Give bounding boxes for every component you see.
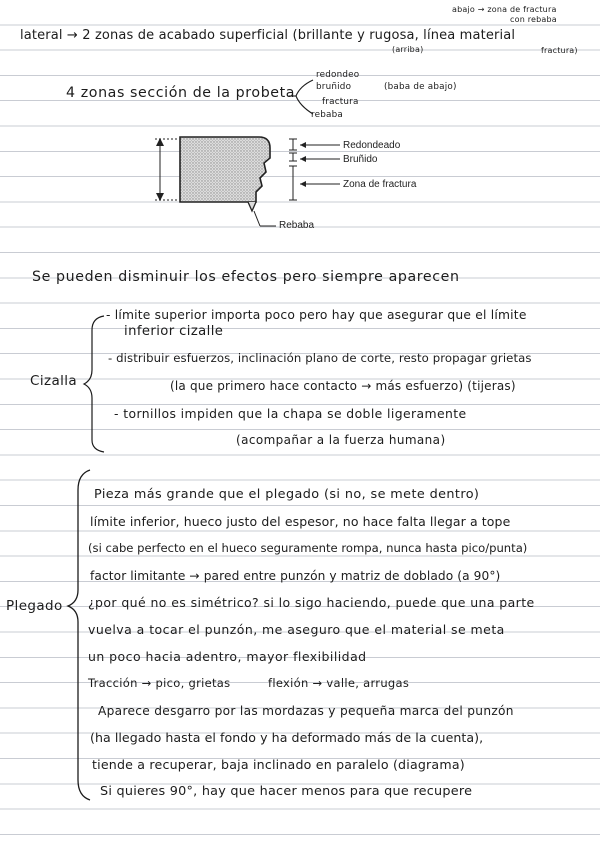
probeta-body — [180, 137, 270, 202]
lateral-line: lateral → 2 zonas de acabado superficial (brillante y rugosa, línea material — [20, 28, 516, 43]
zona-item-redondeo: redondeo — [316, 70, 360, 80]
plegado-line-11: Si quieres 90°, hay que hacer menos para que recupere — [100, 784, 473, 799]
cizalla-line-1: - límite superior importa poco pero hay que asegurar que el límite — [106, 308, 527, 322]
figure-label-rebaba: Rebaba — [279, 220, 315, 231]
plegado-line-7: un poco hacia adentro, mayor flexibilidad — [88, 649, 367, 664]
plegado-line-4: factor limitante → pared entre punzón y matriz de doblado (a 90°) — [90, 569, 501, 583]
plegado-line-10: tiende a recuperar, baja inclinado en paralelo (diagrama) — [92, 757, 465, 772]
efectos-line: Se pueden disminuir los efectos pero siempre aparecen — [32, 269, 460, 285]
cizalla-label: Cizalla — [30, 373, 78, 389]
cizalla-line-4: (la que primero hace contacto → más esfuerzo) (tijeras) — [170, 379, 516, 393]
zona-item-fractura: fractura — [322, 97, 359, 107]
cizalla-line-6: (acompañar a la fuerza humana) — [236, 433, 446, 447]
traccion-line: Tracción → pico, grietas — [88, 676, 231, 690]
cizalla-line-3: - distribuir esfuerzos, inclinación plano de corte, resto propagar grietas — [108, 351, 532, 365]
zona-item-brunido: bruñido — [316, 82, 352, 92]
figure-label-redondeado: Redondeado — [343, 140, 401, 151]
top-note-line-2: con rebaba — [510, 15, 557, 24]
lateral-sub-left: (arriba) — [392, 45, 424, 54]
plegado-line-3: (si cabe perfecto en el hueco seguramente rompa, nunca hasta pico/punta) — [88, 541, 528, 555]
rebaba-tip — [248, 202, 256, 211]
top-note-line-1: abajo → zona de fractura — [452, 5, 557, 14]
plegado-line-5: ¿por qué no es simétrico? si lo sigo haciendo, puede que una parte — [88, 595, 535, 610]
figure-label-brunido: Bruñido — [343, 154, 378, 165]
plegado-label: Plegado — [6, 598, 63, 614]
flexion-line: flexión → valle, arrugas — [268, 676, 410, 690]
plegado-line-8: Aparece desgarro por las mordazas y pequeña marca del punzón — [98, 704, 514, 718]
plegado-line-2: límite inferior, hueco justo del espesor, no hace falta llegar a tope — [90, 514, 511, 529]
zonas-note: (baba de abajo) — [384, 82, 457, 92]
plegado-line-6: vuelva a tocar el punzón, me aseguro que el material se meta — [88, 622, 505, 637]
figure-label-zona-fractura: Zona de fractura — [343, 179, 417, 190]
cizalla-line-5: - tornillos impiden que la chapa se doble ligeramente — [114, 406, 467, 421]
plegado-line-9: (ha llegado hasta el fondo y ha deformado más de la cuenta), — [90, 730, 484, 745]
lateral-sub-right: fractura) — [541, 46, 578, 55]
zona-item-rebaba: rebaba — [311, 110, 343, 120]
plegado-line-1: Pieza más grande que el plegado (si no, se mete dentro) — [94, 487, 480, 502]
cizalla-line-2: inferior cizalle — [124, 324, 224, 339]
zonas-line: 4 zonas sección de la probeta — [66, 85, 296, 101]
